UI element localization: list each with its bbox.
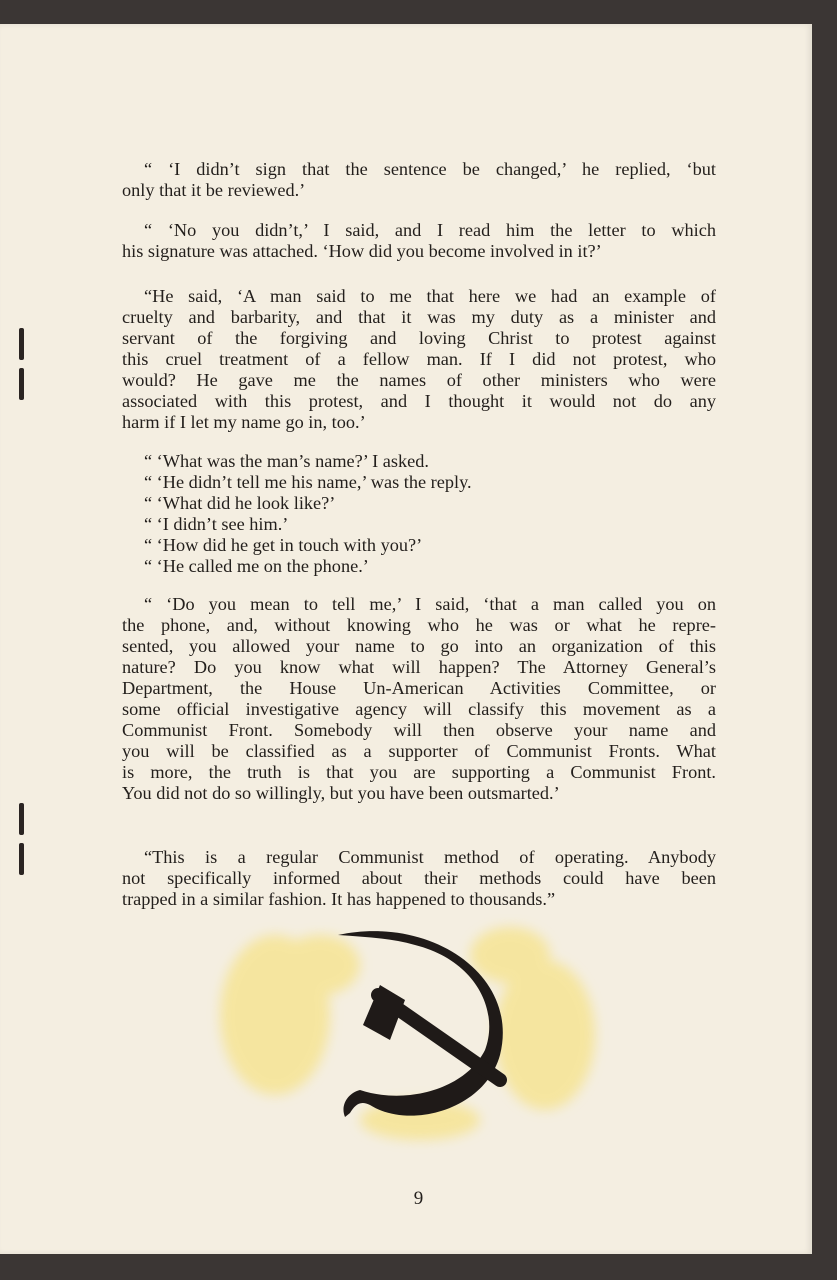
- text-line: not specifically informed about their methods could have been: [122, 868, 716, 888]
- text-line: “He said, ‘A man said to me that here we had an example of: [144, 286, 716, 306]
- text-line: “ ‘I didn’t sign that the sentence be changed,’ he replied, ‘but: [144, 159, 716, 179]
- text-line: “This is a regular Communist method of operating. Anybody: [144, 847, 716, 867]
- hammer-and-sickle-icon: [200, 905, 630, 1155]
- text-line: the phone, and, without knowing who he was or what he repre-: [122, 615, 716, 635]
- text-line: harm if I let my name go in, too.’: [122, 412, 366, 432]
- text-line: “ ‘I didn’t see him.’: [144, 514, 289, 534]
- text-line: would? He gave me the names of other ministers who were: [122, 370, 716, 390]
- text-line: this cruel treatment of a fellow man. If I did not protest, who: [122, 349, 716, 369]
- text-line: associated with this protest, and I thought it would not do any: [122, 391, 716, 411]
- text-line: Department, the House Un-American Activities Committee, or: [122, 678, 716, 698]
- text-line: cruelty and barbarity, and that it was my duty as a minister and: [122, 307, 716, 327]
- text-line: You did not do so willingly, but you have been outsmarted.’: [122, 783, 560, 803]
- text-line: sented, you allowed your name to go into an organization of this: [122, 636, 716, 656]
- paragraph: [122, 451, 716, 577]
- binding-staple-mark: [19, 843, 24, 875]
- text-line: “ ‘What was the man’s name?’ I asked.: [144, 451, 429, 471]
- binding-staple-mark: [19, 368, 24, 400]
- text-line: “ ‘How did he get in touch with you?’: [144, 535, 423, 555]
- text-line: servant of the forgiving and loving Christ to protest against: [122, 328, 716, 348]
- text-line: “ ‘Do you mean to tell me,’ I said, ‘that a man called you on: [144, 594, 716, 614]
- text-line: his signature was attached. ‘How did you become involved in it?’: [122, 241, 602, 261]
- text-line: nature? Do you know what will happen? The Attorney General’s: [122, 657, 716, 677]
- page-number: 9: [413, 1188, 424, 1209]
- text-line: some official investigative agency will classify this movement as a: [122, 699, 716, 719]
- paragraph: [122, 847, 716, 910]
- binding-staple-mark: [19, 328, 24, 360]
- text-line: only that it be reviewed.’: [122, 180, 306, 200]
- text-line: “ ‘No you didn’t,’ I said, and I read him the letter to which: [144, 220, 716, 240]
- text-line: is more, the truth is that you are supporting a Communist Front.: [122, 762, 716, 782]
- text-line: “ ‘He called me on the phone.’: [144, 556, 369, 576]
- text-line: “ ‘What did he look like?’: [144, 493, 336, 513]
- text-line: trapped in a similar fashion. It has happened to thousands.”: [122, 889, 556, 909]
- text-line: Communist Front. Somebody will then observe your name and: [122, 720, 716, 740]
- text-line: you will be classified as a supporter of Communist Fronts. What: [122, 741, 716, 761]
- paragraph: [122, 286, 716, 433]
- binding-staple-mark: [19, 803, 24, 835]
- paragraph: [122, 159, 716, 201]
- text-line: “ ‘He didn’t tell me his name,’ was the reply.: [144, 472, 472, 492]
- paragraph: [122, 220, 716, 262]
- paragraph: [122, 594, 716, 804]
